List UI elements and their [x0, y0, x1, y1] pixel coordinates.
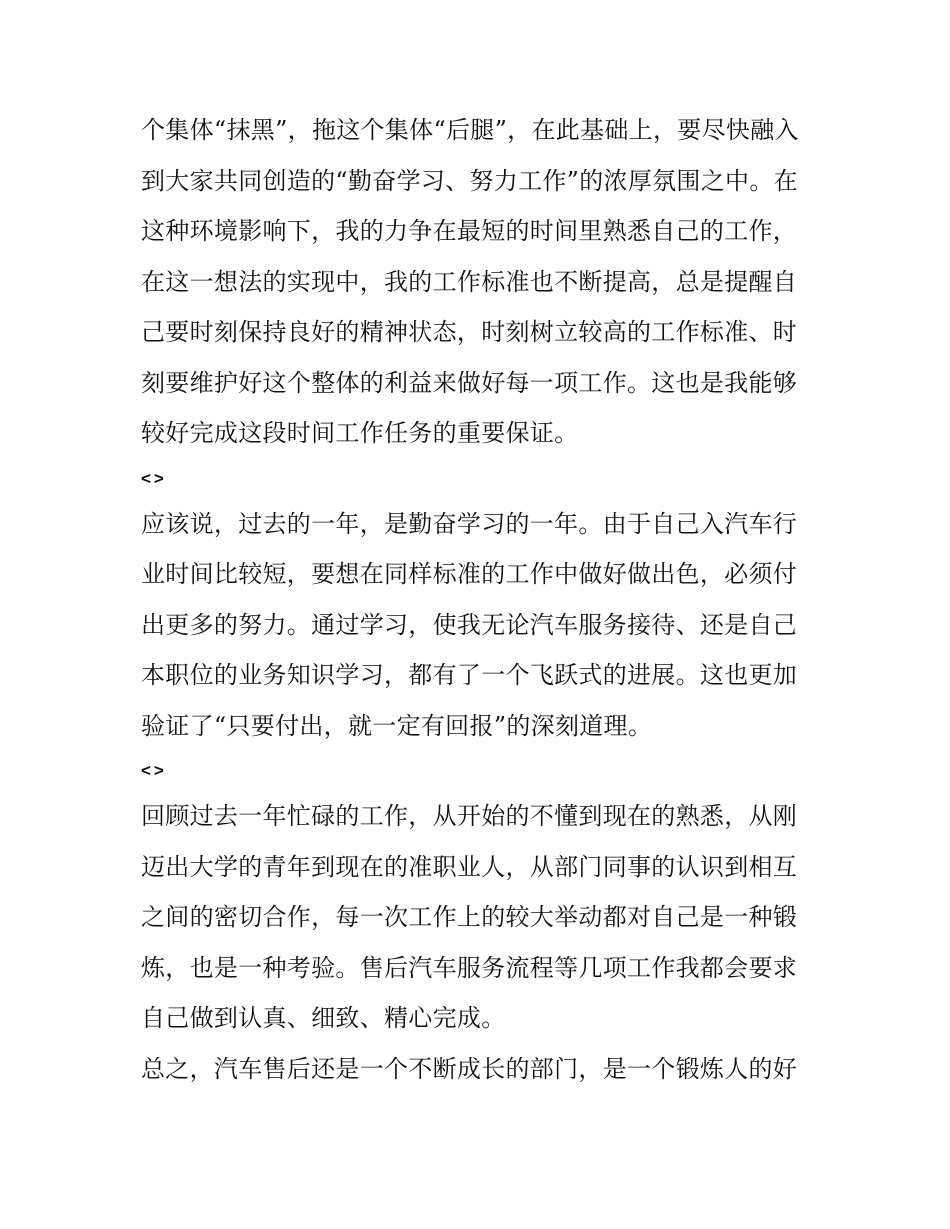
text-line: 出更多的努力。通过学习，使我无论汽车服务接待、还是自己 — [141, 610, 798, 639]
text-line: 自己做到认真、细致、精心完成。 — [141, 1004, 506, 1032]
paragraph-2 — [141, 499, 821, 752]
text-line: 己要时刻保持良好的精神状态，时刻树立较高的工作标准、时 — [141, 318, 798, 346]
text-line: 验证了“只要付出，就一定有回报”的深刻道理。 — [141, 711, 653, 740]
text-line: 炼，也是一种考验。售后汽车服务流程等几项工作我都会要求 — [141, 953, 798, 982]
paragraph-marker: <> — [141, 761, 167, 780]
text-line: 总之，汽车售后还是一个不断成长的部门，是一个锻炼人的好 — [141, 1054, 798, 1083]
paragraph-3 — [141, 791, 821, 1044]
text-line: 之间的密切合作，每一次工作上的较大举动都对自己是一种锻 — [141, 903, 798, 931]
text-line: 到大家共同创造的“勤奋学习、努力工作”的浓厚氛围之中。在 — [141, 166, 798, 195]
text-line: 迈出大学的青年到现在的准职业人，从部门同事的认识到相互 — [141, 852, 798, 881]
text-line: 刻要维护好这个整体的利益来做好每一项工作。这也是我能够 — [141, 368, 798, 397]
text-line: 较好完成这段时间工作任务的重要保证。 — [141, 419, 579, 447]
text-line: 回顾过去一年忙碌的工作，从开始的不懂到现在的熟悉，从刚 — [141, 802, 798, 830]
document-body — [141, 105, 821, 1094]
paragraph-1 — [141, 105, 821, 459]
text-line: 在这一想法的实现中，我的工作标准也不断提高，总是提醒自 — [141, 267, 798, 296]
paragraph-marker: <> — [141, 468, 167, 488]
text-line: 业时间比较短，要想在同样标准的工作中做好做出色，必须付 — [141, 560, 798, 588]
paragraph-4 — [141, 1044, 821, 1095]
text-line: 应该说，过去的一年，是勤奋学习的一年。由于自己入汽车行 — [141, 509, 798, 538]
text-line: 个集体“抹黑”，拖这个集体“后腿”，在此基础上，要尽快融入 — [141, 116, 799, 144]
text-line: 这种环境影响下，我的力争在最短的时间里熟悉自己的工作， — [141, 217, 798, 245]
text-line: 本职位的业务知识学习，都有了一个飞跃式的进展。这也更加 — [141, 661, 798, 689]
